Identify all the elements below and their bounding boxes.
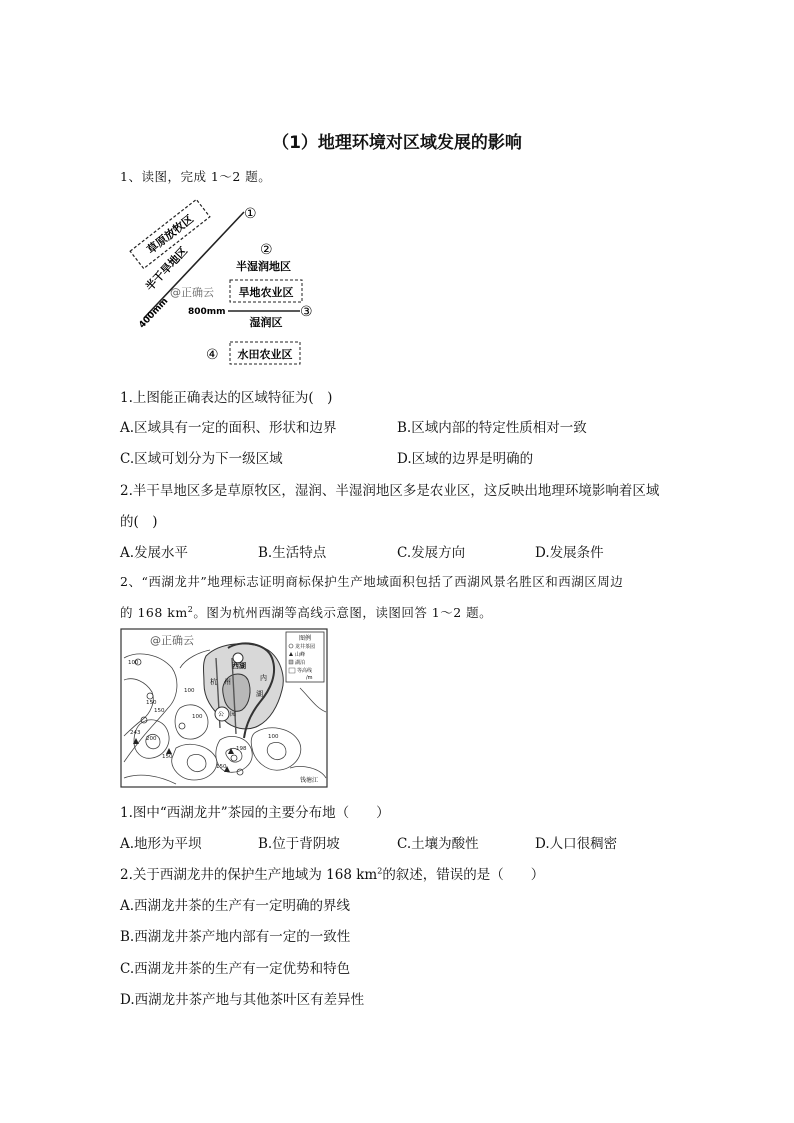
contour-243: 243	[130, 730, 141, 736]
s1-q2-option-a: A.发展水平	[120, 545, 189, 561]
contour-150-c: 150	[162, 754, 173, 760]
s1-q2-option-d: D.发展条件	[535, 545, 604, 561]
s2-q2-option-a: A.西湖龙井茶的生产有一定明确的界线	[120, 898, 351, 914]
s1-q1-option-d: D.区域的边界是明确的	[397, 451, 534, 467]
s2-q1-option-c: C.土壤为酸性	[397, 836, 479, 852]
contour-100-a: 100	[128, 660, 139, 666]
contour-150-d: 150	[216, 764, 227, 770]
s2-q2-stem-pre: 2.关于西湖龙井的保护生产地域为 168 km	[120, 867, 378, 883]
section2-intro-line2	[120, 603, 492, 621]
marker-1: ①	[244, 206, 257, 222]
label-qiantang: 钱塘江	[300, 777, 319, 784]
watermark: @正确云	[170, 286, 214, 299]
contour-100-c: 100	[192, 714, 203, 720]
intro-rest: 。图为杭州西湖等高线示意图，读图回答 1～2 题。	[193, 605, 493, 620]
s1-q2-stem-line2: 的( )	[120, 514, 158, 530]
label-semiarid: 半干旱地区	[143, 244, 191, 294]
label-zhou: 州	[224, 678, 231, 686]
intro-area: 的 168 km	[120, 605, 188, 620]
s2-q2-stem-sup: 2	[377, 866, 383, 876]
label-800mm: 800mm	[188, 307, 226, 317]
s2-q2-stem-post: 的叙述，错误的是（ ）	[382, 867, 545, 883]
s1-q2-option-b: B.生活特点	[258, 545, 327, 561]
s2-q1-stem: 1.图中“西湖龙井”茶园的主要分布地（ ）	[120, 805, 390, 821]
label-grassland: 草原放牧区	[144, 212, 196, 257]
legend-unit: /m	[306, 675, 313, 681]
label-paddy: 水田农业区	[237, 348, 293, 361]
s1-q1-option-b: B.区域内部的特定性质相对一致	[397, 420, 587, 436]
label-hu: 湖	[256, 690, 263, 698]
legend-lake: 湖泊	[295, 660, 306, 666]
s2-q1-option-b: B.位于背阴坡	[258, 836, 340, 852]
label-dryfarm: 旱地农业区	[238, 286, 294, 299]
legend-tea: 龙井茶园	[295, 644, 316, 650]
s2-q1-option-d: D.人口很稠密	[535, 836, 618, 852]
label-hang: 杭	[210, 678, 217, 686]
legend-contour: 等高线	[297, 668, 313, 674]
label-400mm: 400mm	[137, 296, 171, 331]
s1-q1-option-a: A.区域具有一定的面积、形状和边界	[120, 420, 337, 436]
contour-100-b: 100	[184, 688, 195, 694]
legend-title: 图例	[298, 635, 312, 642]
contour-150-a: 150	[146, 700, 157, 706]
contour-100-d: 100	[268, 734, 279, 740]
marker-3: ③	[300, 304, 313, 320]
s2-q2-option-b: B.西湖龙井茶产地内部有一定的一致性	[120, 929, 351, 945]
westlake-contour-map	[120, 628, 328, 788]
page-title: （1）地理环境对区域发展的影响	[272, 133, 522, 153]
contour-200: 200	[146, 736, 157, 742]
label-nei: 内	[260, 674, 267, 682]
s2-q1-option-a: A.地形为平坝	[120, 836, 202, 852]
intro-area-sup: 2	[187, 604, 194, 614]
label-humid: 湿润区	[249, 316, 283, 329]
legend-lake-icon	[289, 660, 293, 664]
s1-q2-stem-line1: 2.半干旱地区多是草原牧区，湿润、半湿润地区多是农业区，这反映出地理环境影响着区域	[120, 483, 660, 499]
s1-q1-option-c: C.区域可划分为下一级区域	[120, 451, 283, 467]
label-yuan: 园	[230, 711, 237, 718]
s2-q2-stem	[120, 863, 544, 883]
s1-q1-stem: 1.上图能正确表达的区域特征为( )	[120, 390, 333, 406]
map-watermark: @正确云	[150, 634, 194, 647]
contour-198: 198	[236, 746, 247, 752]
section1-intro: 1、读图，完成 1～2 题。	[120, 169, 272, 184]
climate-zone-diagram	[120, 196, 320, 368]
s2-q2-option-d: D.西湖龙井茶产地与其他茶叶区有差异性	[120, 992, 365, 1008]
label-gong: 公	[218, 711, 225, 718]
marker-2: ②	[260, 242, 273, 258]
marker-4: ④	[206, 347, 219, 363]
contour-150-b: 150	[154, 708, 165, 714]
s1-q2-option-c: C.发展方向	[397, 545, 466, 561]
label-xihu: 西湖	[232, 662, 246, 670]
label-semihumid: 半湿润地区	[236, 260, 291, 273]
section2-intro-line1: 2、“西湖龙井”地理标志证明商标保护生产地域面积包括了西湖风景名胜区和西湖区周边	[120, 574, 624, 589]
legend-mountain: 山峰	[295, 652, 306, 658]
s2-q2-option-c: C.西湖龙井茶的生产有一定优势和特色	[120, 961, 351, 977]
